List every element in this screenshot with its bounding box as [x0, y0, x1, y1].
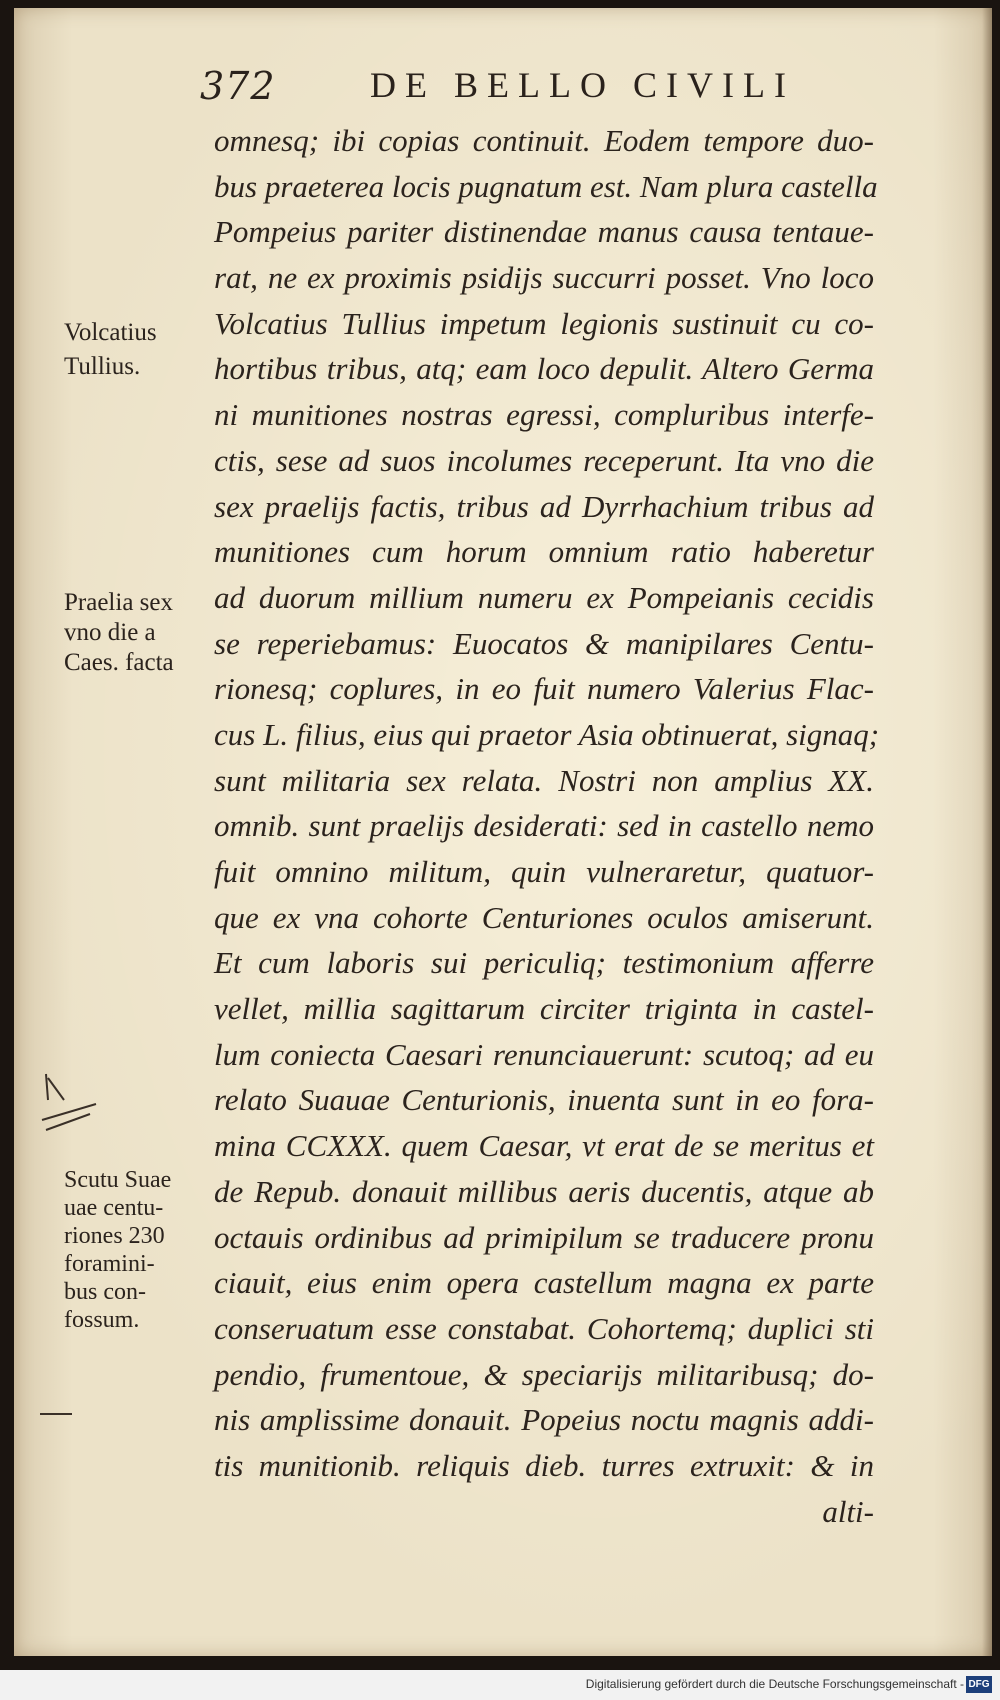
marginal-note-volcatius — [64, 316, 212, 384]
marginal-note-line: Volcatius — [64, 319, 157, 346]
main-text-block — [214, 118, 880, 1534]
marginal-note-line: Scutu Suae — [64, 1167, 172, 1193]
text-line: de Repub. donauit millibus aeris ducentis, atque ab — [214, 1173, 874, 1209]
text-line: sunt militaria sex relata. Nostri non amplius XX. — [214, 762, 874, 798]
text-line: fuit omnino militum, quin vulneraretur, quatuor- — [214, 854, 874, 889]
text-line: rionesq; coplures, in eo fuit numero Valerius Flac- — [214, 671, 874, 707]
text-line: octauis ordinibus ad primipilum se traducere pronu — [214, 1219, 874, 1255]
text-line: pendio, frumentoue, & speciarijs militaribusq; do- — [214, 1356, 874, 1392]
marginal-note-line: fossum. — [64, 1307, 140, 1333]
text-line: omnesq; ibi copias continuit. Eodem tempore duo- — [214, 123, 874, 158]
text-line: Pompeius pariter distinendae manus causa tentaue- — [214, 214, 874, 250]
text-line: omnib. sunt praelijs desiderati: sed in castello nemo — [214, 808, 874, 844]
handwritten-dash-mark — [38, 1411, 74, 1417]
marginal-note-line: bus con- — [64, 1279, 146, 1305]
text-line: ciauit, eius enim opera castellum magna ex parte — [214, 1265, 874, 1301]
digitization-footer — [0, 1670, 1000, 1700]
text-line: Et cum laboris sui periculiq; testimonium afferre — [214, 945, 874, 981]
text-line: se reperiebamus: Euocatos & manipilares Centu- — [214, 625, 874, 661]
text-line: rat, ne ex proximis psidijs succurri posset. Vno loco — [214, 260, 874, 296]
text-line: alti- — [822, 1493, 874, 1529]
marginal-note-line: foramini- — [64, 1251, 155, 1277]
funding-credit: Digitalisierung gefördert durch die Deutsche Forschungsgemeinschaft - — [585, 1677, 964, 1691]
running-title: DE BELLO CIVILI — [370, 65, 795, 105]
text-line: conseruatum esse constabat. Cohortemq; duplici sti — [214, 1310, 874, 1346]
text-line: hortibus tribus, atq; eam loco depulit. Altero Germa — [214, 351, 874, 387]
marginal-note-line: Caes. facta — [64, 649, 174, 676]
text-line: vellet, millia sagittarum circiter triginta in castel- — [214, 991, 874, 1027]
text-line: munitiones cum horum omnium ratio haberetur — [214, 534, 874, 570]
book-page — [14, 8, 992, 1656]
text-line: que ex vna cohorte Centuriones oculos amiserunt. — [214, 899, 874, 935]
marginal-note-line: Praelia sex — [64, 589, 173, 616]
handwritten-pen-mark — [38, 1070, 102, 1140]
text-line: mina CCXXX. quem Caesar, vt erat de se meritus et — [214, 1128, 874, 1164]
marginal-note-line: riones 230 — [64, 1223, 165, 1249]
marginal-note-praelia — [64, 588, 212, 678]
text-line: cus L. filius, eius qui praetor Asia obtinuerat, signaq; — [214, 716, 880, 752]
page-number: 372 — [200, 64, 276, 108]
text-line: nis amplissime donauit. Popeius noctu magnis addi- — [214, 1402, 874, 1438]
dfg-logo: DFG — [966, 1676, 992, 1693]
marginal-note-line: Tullius. — [64, 353, 141, 380]
text-line: lum coniecta Caesari renunciauerunt: scutoq; ad eu — [214, 1036, 874, 1072]
text-line: ni munitiones nostras egressi, compluribus interfe- — [214, 397, 874, 433]
text-line: relato Suauae Centurionis, inuenta sunt in eo fora- — [214, 1082, 874, 1118]
page-header — [200, 64, 840, 112]
marginal-note-line: uae centu- — [64, 1195, 164, 1221]
text-line: ctis, sese ad suos incolumes receperunt. Ita vno die — [214, 442, 874, 478]
marginal-note-scutum — [64, 1166, 212, 1334]
text-line: tis munitionib. reliquis dieb. turres extruxit: & in — [214, 1447, 874, 1483]
marginal-note-line: vno die a — [64, 619, 156, 646]
text-line: sex praelijs factis, tribus ad Dyrrhachium tribus ad — [214, 488, 874, 524]
text-line: ad duorum millium numeru ex Pompeianis cecidis — [214, 579, 874, 615]
page-gutter-shadow — [982, 8, 992, 1656]
text-line: Volcatius Tullius impetum legionis sustinuit cu co- — [214, 305, 874, 341]
text-line: bus praeterea locis pugnatum est. Nam plura castella — [214, 168, 878, 204]
